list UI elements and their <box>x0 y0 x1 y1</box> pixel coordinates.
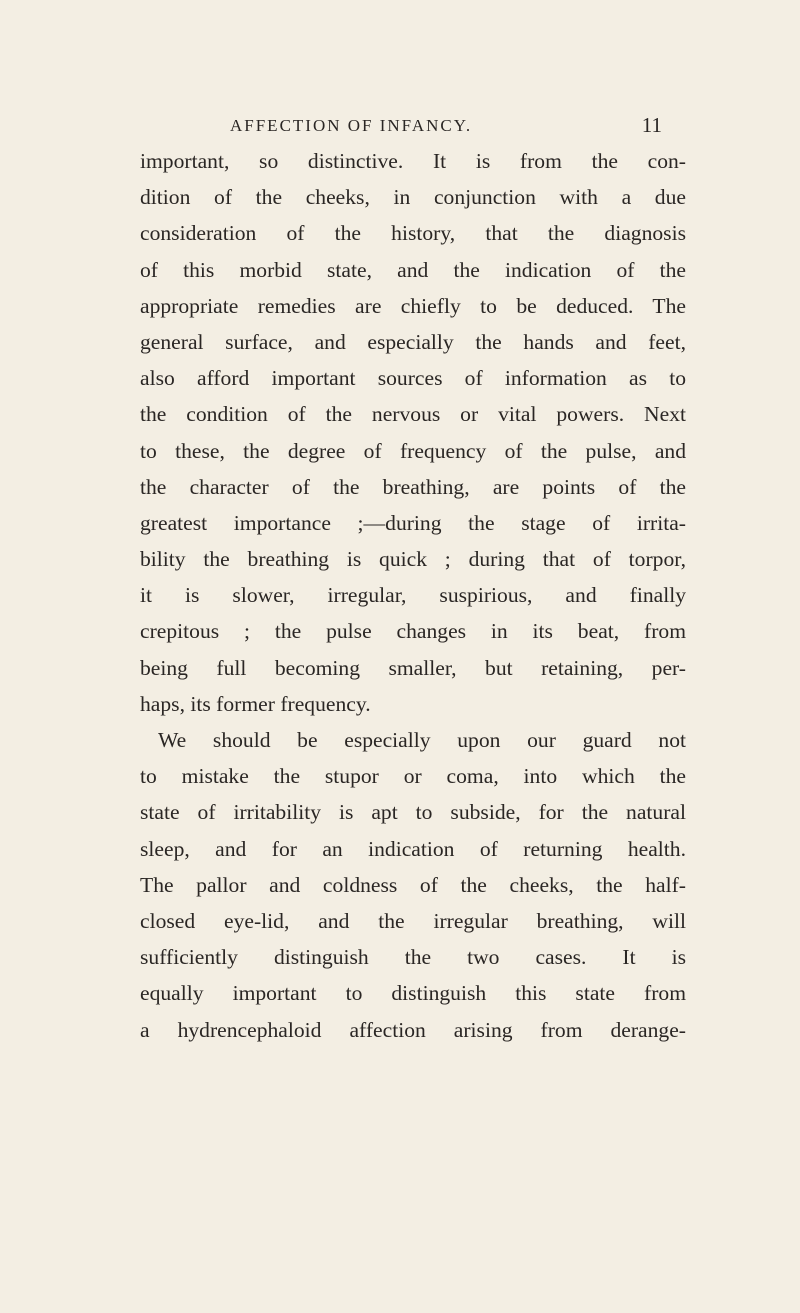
text-line: sleep, and for an indication of returning health. <box>140 836 686 861</box>
text-line: the character of the breathing, are points of the <box>140 474 686 499</box>
text-line: closed eye-lid, and the irregular breathing, will <box>140 908 686 933</box>
text-line: dition of the cheeks, in conjunction with a due <box>140 185 686 210</box>
text-line: general surface, and especially the hands and feet, <box>140 329 686 354</box>
text-line: also afford important sources of information as to <box>140 366 686 391</box>
page-number: 11 <box>641 113 662 137</box>
text-line: The pallor and coldness of the cheeks, the half- <box>140 872 686 897</box>
text-line: consideration of the history, that the diagnosis <box>140 221 686 246</box>
text-line: appropriate remedies are chiefly to be deduced. The <box>140 293 686 318</box>
text-line: a hydrencephaloid affection arising from derange- <box>140 1017 686 1042</box>
text-line: sufficiently distinguish the two cases. It is <box>140 945 686 970</box>
running-title: AFFECTION OF INFANCY. <box>230 116 473 135</box>
text-line: important, so distinctive. It is from the con- <box>140 149 686 173</box>
text-line: being full becoming smaller, but retaining, per- <box>140 655 686 680</box>
body-text <box>140 143 686 1048</box>
text-line: crepitous ; the pulse changes in its beat, from <box>140 619 686 644</box>
text-line: equally important to distinguish this state from <box>140 981 686 1006</box>
text-line: state of irritability is apt to subside, for the natural <box>140 800 686 825</box>
text-line: to these, the degree of frequency of the pulse, and <box>140 438 686 463</box>
paragraph-end-line: haps, its former frequency. <box>140 691 371 716</box>
text-line: bility the breathing is quick ; during that of torpor, <box>140 547 686 572</box>
text-line: it is slower, irregular, suspirious, and finally <box>140 583 686 608</box>
paragraph-start-line: We should be especially upon our guard not <box>158 728 686 752</box>
text-line: greatest importance ;—during the stage of irrita- <box>140 510 686 535</box>
text-line: to mistake the stupor or coma, into which the <box>140 764 686 789</box>
text-line: the condition of the nervous or vital powers. Next <box>140 402 686 427</box>
text-line: of this morbid state, and the indication of the <box>140 257 686 282</box>
running-head <box>230 113 662 146</box>
